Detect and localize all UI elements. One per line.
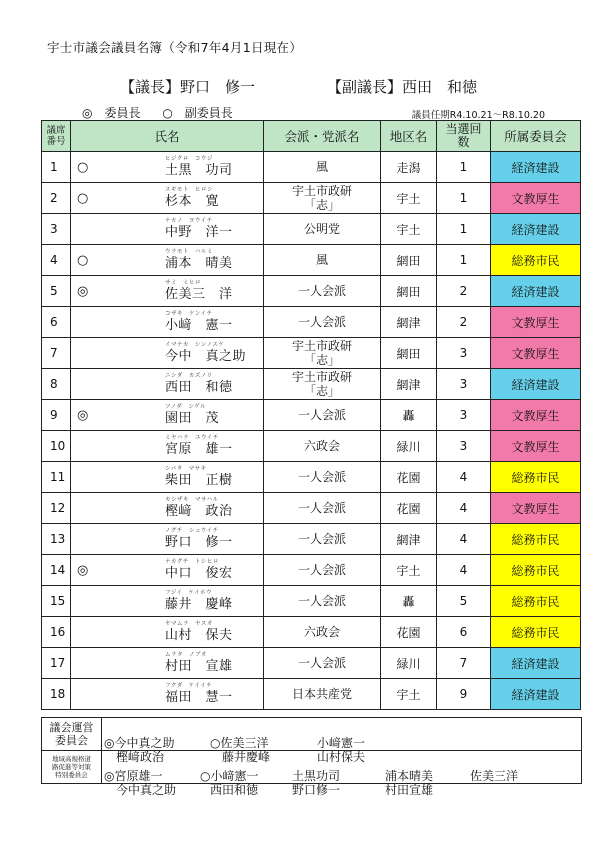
member-name: ◎宮原雄一 xyxy=(104,769,163,783)
legend-vice-mark: ○ 副委員長 xyxy=(162,106,233,120)
member-name: 福田 慧一 xyxy=(165,690,233,705)
header-faction: 会派・党派名 xyxy=(264,121,381,152)
member-name-cell xyxy=(71,152,264,183)
member-name-block xyxy=(165,312,233,332)
name-reading: ニシダ カズノリ xyxy=(165,373,213,379)
member-name-block xyxy=(165,219,233,239)
name-reading: サミ ミヒロ xyxy=(165,280,202,286)
committee-badge: 総務市民 xyxy=(491,245,581,276)
table-row xyxy=(42,431,581,462)
committee-badge: 文教厚生 xyxy=(491,183,581,214)
member-name: ○小﨑憲一 xyxy=(200,769,259,783)
role-mark: ○ xyxy=(77,160,89,175)
table-row xyxy=(42,152,581,183)
seat-number: 18 xyxy=(42,679,71,710)
member-name-block xyxy=(165,529,233,549)
seat-number: 3 xyxy=(42,214,71,245)
table-row xyxy=(42,400,581,431)
member-name-block xyxy=(165,374,233,394)
name-reading: ムラタ ノブオ xyxy=(165,652,207,658)
times-elected: 1 xyxy=(437,152,491,183)
member-name-cell xyxy=(71,276,264,307)
district: 宇土 xyxy=(381,214,437,245)
steering-committee-members xyxy=(102,718,582,764)
steering-committee-label: 議会運営委員会 xyxy=(42,718,102,751)
member-name-cell xyxy=(71,214,264,245)
table-row xyxy=(42,214,581,245)
seat-number: 8 xyxy=(42,369,71,400)
header-name: 氏名 xyxy=(71,121,264,152)
table-row xyxy=(42,276,581,307)
header-committee: 所属委員会 xyxy=(491,121,581,152)
member-name: 野口修一 xyxy=(292,783,341,797)
member-name-block xyxy=(165,498,233,518)
name-reading: フクダ ケイイチ xyxy=(165,683,213,689)
name-reading: ナカノ ヨウイチ xyxy=(165,218,213,224)
table-body xyxy=(42,152,581,710)
name-reading: ヤマムラ ヤスオ xyxy=(165,621,213,627)
seat-number: 11 xyxy=(42,462,71,493)
district: 花園 xyxy=(381,617,437,648)
member-name: 今中 真之助 xyxy=(165,349,247,364)
committee-badge: 経済建設 xyxy=(491,276,581,307)
committee-badge: 総務市民 xyxy=(491,617,581,648)
seat-number: 17 xyxy=(42,648,71,679)
member-name: 山村保夫 xyxy=(317,750,366,764)
member-name: 杉本 寛 xyxy=(165,194,220,209)
seat-number: 15 xyxy=(42,586,71,617)
member-name-cell xyxy=(71,245,264,276)
mark-legend xyxy=(82,104,251,121)
name-reading: スギモト ヒロシ xyxy=(165,187,214,193)
district: 轟 xyxy=(381,586,437,617)
faction: 六政会 xyxy=(264,617,381,648)
name-reading: ヒジクロ コウジ xyxy=(165,156,213,162)
faction: 一人会派 xyxy=(264,400,381,431)
name-reading: シバタ マサキ xyxy=(165,466,207,472)
member-name-block xyxy=(165,157,233,177)
member-name-block xyxy=(165,281,233,301)
member-name: 佐美三洋 xyxy=(470,769,519,783)
seat-number: 14 xyxy=(42,555,71,586)
regional-committee-label: 地域高規格道路促進等対策特別委員会 xyxy=(42,751,102,784)
times-elected: 1 xyxy=(437,214,491,245)
member-name: 園田 茂 xyxy=(165,411,220,426)
table-row xyxy=(42,617,581,648)
committee-badge: 総務市民 xyxy=(491,462,581,493)
seat-number: 12 xyxy=(42,493,71,524)
table-row xyxy=(42,493,581,524)
member-name: 西田和徳 xyxy=(210,783,259,797)
member-name: 小﨑 憲一 xyxy=(165,318,233,333)
legend-chair-mark: ◎ 委員長 xyxy=(82,106,141,120)
committee-badge: 文教厚生 xyxy=(491,493,581,524)
times-elected: 1 xyxy=(437,245,491,276)
committee-badge: 総務市民 xyxy=(491,524,581,555)
times-elected: 2 xyxy=(437,276,491,307)
faction: 六政会 xyxy=(264,431,381,462)
name-reading: カシザキ マサハル xyxy=(165,497,219,503)
term-of-office: 議員任期R4.10.21～R8.10.20 xyxy=(411,110,545,121)
member-name: ◎今中真之助 xyxy=(104,736,175,750)
table-row xyxy=(42,462,581,493)
member-name: 西田 和徳 xyxy=(165,380,233,395)
member-name-block xyxy=(165,467,233,487)
member-name-cell xyxy=(71,679,264,710)
member-name-block xyxy=(165,250,233,270)
table-header-row xyxy=(42,121,581,152)
district: 網田 xyxy=(381,245,437,276)
member-name-block xyxy=(165,188,219,208)
member-name-cell xyxy=(71,524,264,555)
faction: 一人会派 xyxy=(264,276,381,307)
member-name: 山村 保夫 xyxy=(165,628,233,643)
faction: 宇土市政研 「志」 xyxy=(264,338,381,369)
member-name: 村田宣雄 xyxy=(385,783,434,797)
member-name: 藤井慶峰 xyxy=(222,750,271,764)
name-reading: ウラモト ハルミ xyxy=(165,249,214,255)
district: 網津 xyxy=(381,524,437,555)
district: 宇土 xyxy=(381,679,437,710)
times-elected: 2 xyxy=(437,307,491,338)
header-district: 地区名 xyxy=(381,121,437,152)
district: 緑川 xyxy=(381,648,437,679)
times-elected: 6 xyxy=(437,617,491,648)
role-mark: ◎ xyxy=(77,284,89,299)
times-elected: 3 xyxy=(437,431,491,462)
times-elected: 4 xyxy=(437,524,491,555)
chair-name: 【議長】野口 修一 xyxy=(120,78,256,96)
district: 緑川 xyxy=(381,431,437,462)
district: 走潟 xyxy=(381,152,437,183)
committee-badge: 経済建設 xyxy=(491,648,581,679)
member-name-cell xyxy=(71,369,264,400)
member-name-cell xyxy=(71,431,264,462)
member-table xyxy=(41,120,581,710)
seat-number: 5 xyxy=(42,276,71,307)
member-name: ○佐美三洋 xyxy=(210,736,269,750)
name-reading: コザキ ケンイチ xyxy=(165,311,213,317)
times-elected: 7 xyxy=(437,648,491,679)
member-name: 樫﨑 政治 xyxy=(165,504,233,519)
seat-number: 13 xyxy=(42,524,71,555)
seat-number: 9 xyxy=(42,400,71,431)
table-row xyxy=(42,648,581,679)
vice-chair-name: 【副議長】西田 和徳 xyxy=(327,78,478,96)
member-name-block xyxy=(165,591,233,611)
times-elected: 1 xyxy=(437,183,491,214)
member-name: 樫﨑政治 xyxy=(116,750,165,764)
member-name: 浦本晴美 xyxy=(385,769,434,783)
member-name-cell xyxy=(71,338,264,369)
chair-line xyxy=(0,76,600,98)
member-name-block xyxy=(165,436,233,456)
faction: 一人会派 xyxy=(264,555,381,586)
member-name: 中口 俊宏 xyxy=(165,566,233,581)
committee-badge: 総務市民 xyxy=(491,586,581,617)
table-row xyxy=(42,245,581,276)
times-elected: 3 xyxy=(437,369,491,400)
times-elected: 5 xyxy=(437,586,491,617)
member-name-cell xyxy=(71,183,264,214)
seat-number: 2 xyxy=(42,183,71,214)
district: 網津 xyxy=(381,369,437,400)
name-reading: ナカグチ トシヒロ xyxy=(165,559,219,565)
committee-badge: 経済建設 xyxy=(491,152,581,183)
member-name-block xyxy=(165,622,233,642)
table-row xyxy=(42,183,581,214)
name-reading: ミヤハラ ユウイチ xyxy=(165,435,219,441)
steering-committee-row xyxy=(42,718,582,751)
faction: 日本共産党 xyxy=(264,679,381,710)
seat-number: 7 xyxy=(42,338,71,369)
member-name: 浦本 晴美 xyxy=(165,256,233,271)
times-elected: 9 xyxy=(437,679,491,710)
member-name: 中野 洋一 xyxy=(165,225,233,240)
member-name: 藤井 慶峰 xyxy=(165,597,233,612)
role-mark: ○ xyxy=(77,253,89,268)
district: 轟 xyxy=(381,400,437,431)
member-name-cell xyxy=(71,586,264,617)
district: 網津 xyxy=(381,307,437,338)
member-name-cell xyxy=(71,648,264,679)
district: 宇土 xyxy=(381,183,437,214)
faction: 一人会派 xyxy=(264,524,381,555)
member-name-cell xyxy=(71,555,264,586)
member-name: 村田 宣雄 xyxy=(165,659,233,674)
header-elected: 当選回 数 xyxy=(437,121,491,152)
faction: 風 xyxy=(264,245,381,276)
committee-badge: 総務市民 xyxy=(491,555,581,586)
member-name: 土黒 功司 xyxy=(165,163,233,178)
seat-number: 6 xyxy=(42,307,71,338)
faction: 一人会派 xyxy=(264,307,381,338)
faction: 風 xyxy=(264,152,381,183)
table-row xyxy=(42,307,581,338)
member-name-cell xyxy=(71,493,264,524)
table-row xyxy=(42,369,581,400)
times-elected: 3 xyxy=(437,338,491,369)
member-name-block xyxy=(165,560,233,580)
member-name: 宮原 雄一 xyxy=(165,442,233,457)
member-name: 小﨑憲一 xyxy=(317,736,366,750)
role-mark: ◎ xyxy=(77,408,89,423)
member-name-cell xyxy=(71,307,264,338)
role-mark: ○ xyxy=(77,191,89,206)
seat-number: 1 xyxy=(42,152,71,183)
member-name: 土黒功司 xyxy=(292,769,341,783)
faction: 一人会派 xyxy=(264,648,381,679)
name-reading: イマナカ シンノスケ xyxy=(165,342,225,348)
table-row xyxy=(42,524,581,555)
member-name-cell xyxy=(71,400,264,431)
table-row xyxy=(42,338,581,369)
member-name: 今中真之助 xyxy=(116,783,177,797)
committee-badge: 文教厚生 xyxy=(491,431,581,462)
table-row xyxy=(42,679,581,710)
member-name-block xyxy=(165,653,233,673)
table-row xyxy=(42,555,581,586)
district: 網田 xyxy=(381,338,437,369)
faction: 一人会派 xyxy=(264,493,381,524)
member-name: 佐美三 洋 xyxy=(165,287,233,302)
name-reading: ソノダ シゲル xyxy=(165,404,207,410)
committee-badge: 経済建設 xyxy=(491,679,581,710)
member-name: 柴田 正樹 xyxy=(165,473,233,488)
district: 宇土 xyxy=(381,555,437,586)
header-seat: 議席 番号 xyxy=(42,121,71,152)
committee-badge: 経済建設 xyxy=(491,214,581,245)
district: 花園 xyxy=(381,493,437,524)
document-title: 宇士市議会議員名簿（令和7年4月1日現在） xyxy=(47,40,303,55)
times-elected: 4 xyxy=(437,462,491,493)
faction: 宇土市政研 「志」 xyxy=(264,369,381,400)
table-row xyxy=(42,586,581,617)
committee-badge: 文教厚生 xyxy=(491,338,581,369)
committee-badge: 文教厚生 xyxy=(491,307,581,338)
faction: 一人会派 xyxy=(264,462,381,493)
member-name-block xyxy=(165,405,219,425)
member-name-cell xyxy=(71,617,264,648)
member-name-cell xyxy=(71,462,264,493)
seat-number: 16 xyxy=(42,617,71,648)
special-committees-table xyxy=(41,717,582,797)
committee-badge: 経済建設 xyxy=(491,369,581,400)
times-elected: 4 xyxy=(437,555,491,586)
role-mark: ◎ xyxy=(77,563,89,578)
district: 花園 xyxy=(381,462,437,493)
seat-number: 4 xyxy=(42,245,71,276)
times-elected: 4 xyxy=(437,493,491,524)
faction: 宇土市政研 「志」 xyxy=(264,183,381,214)
district: 網田 xyxy=(381,276,437,307)
name-reading: フジイ ケイホウ xyxy=(165,590,213,596)
member-name-block xyxy=(165,684,233,704)
faction: 公明党 xyxy=(264,214,381,245)
faction: 一人会派 xyxy=(264,586,381,617)
member-name-block xyxy=(165,343,246,363)
seat-number: 10 xyxy=(42,431,71,462)
name-reading: ノグチ シュウイチ xyxy=(165,528,219,534)
committee-badge: 文教厚生 xyxy=(491,400,581,431)
times-elected: 3 xyxy=(437,400,491,431)
member-name: 野口 修一 xyxy=(165,535,233,550)
